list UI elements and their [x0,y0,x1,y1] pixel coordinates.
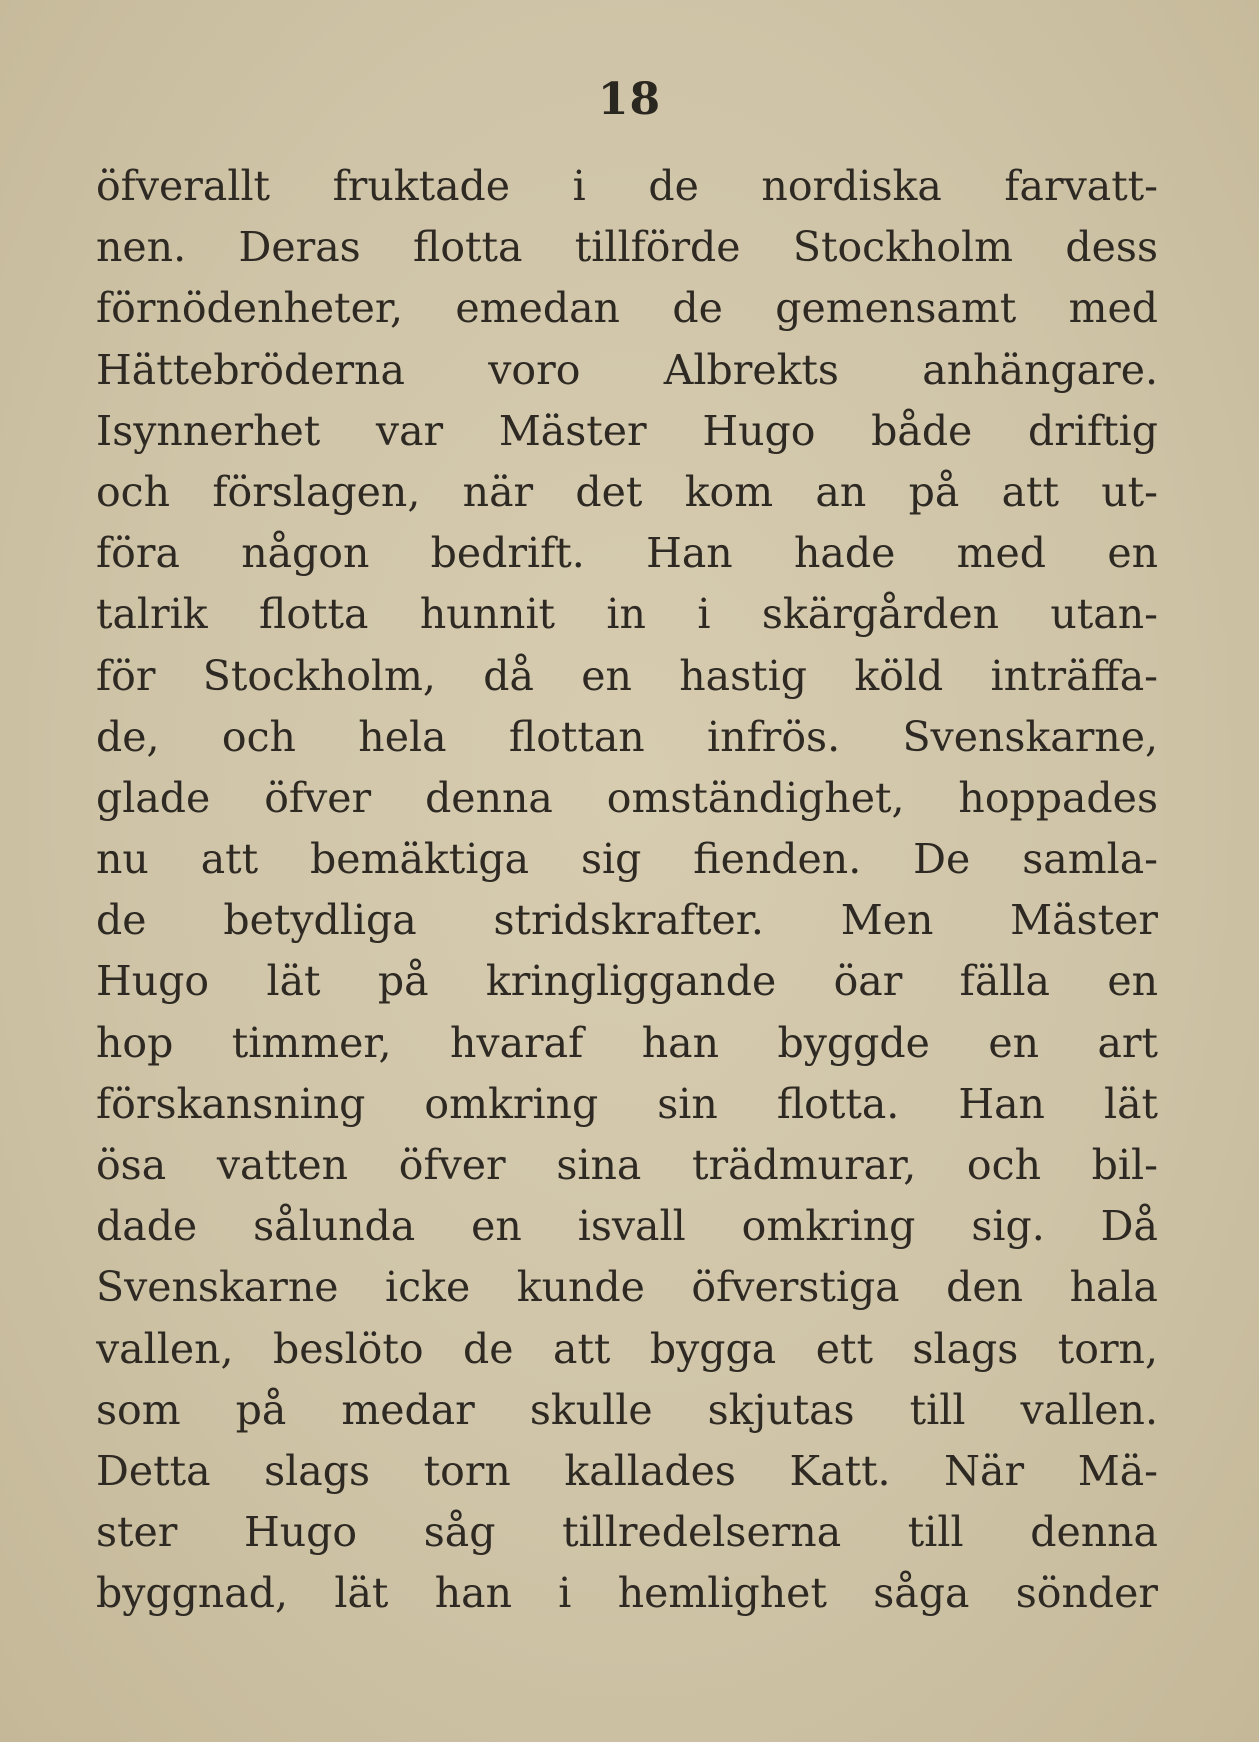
text-line: hop timmer, hvaraf han byggde en art [96,1018,1158,1067]
text-line: glade öfver denna omständighet, hoppades [96,773,1158,822]
text-line: föra någon bedrift. Han hade med en [96,529,1158,578]
text-line: Svenskarne icke kunde öfverstiga den hala [96,1263,1158,1312]
text-line: och förslagen, när det kom an på att ut- [96,467,1158,516]
text-line: talrik flotta hunnit in i skärgården utan- [96,590,1158,639]
text-line: som på medar skulle skjutas till vallen. [96,1385,1158,1434]
text-line: Hugo lät på kringliggande öar fälla en [96,957,1158,1006]
text-line: nu att bemäktiga sig fienden. De samla- [96,835,1158,884]
page-number: 18 [597,74,662,125]
text-line: Hättebröderna voro Albrekts anhängare. [96,345,1158,394]
text-line: byggnad, lät han i hemlighet såga sönder [96,1569,1158,1618]
text-line: ösa vatten öfver sina trädmurar, och bil- [96,1141,1158,1189]
text-line: dade sålunda en isvall omkring sig. Då [96,1202,1158,1251]
text-line: för Stockholm, då en hastig köld inträffa- [96,651,1158,700]
text-line: Detta slags torn kallades Katt. När Mä- [96,1446,1158,1495]
text-line: de betydliga stridskrafter. Men Mäster [96,896,1158,945]
body-text [96,156,1158,1625]
text-line: förskansning omkring sin flotta. Han lät [96,1079,1158,1128]
text-line: öfverallt fruktade i de nordiska farvatt- [96,162,1158,210]
text-line: ster Hugo såg tillredelserna till denna [96,1508,1158,1557]
text-line: förnödenheter, emedan de gemensamt med [96,284,1158,333]
text-line: Isynnerhet var Mäster Hugo både driftig [96,406,1158,455]
text-line: vallen, beslöto de att bygga ett slags torn, [96,1324,1158,1373]
text-line: de, och hela flottan infrös. Svenskarne, [96,712,1158,761]
text-line: nen. Deras flotta tillförde Stockholm dess [96,223,1158,272]
